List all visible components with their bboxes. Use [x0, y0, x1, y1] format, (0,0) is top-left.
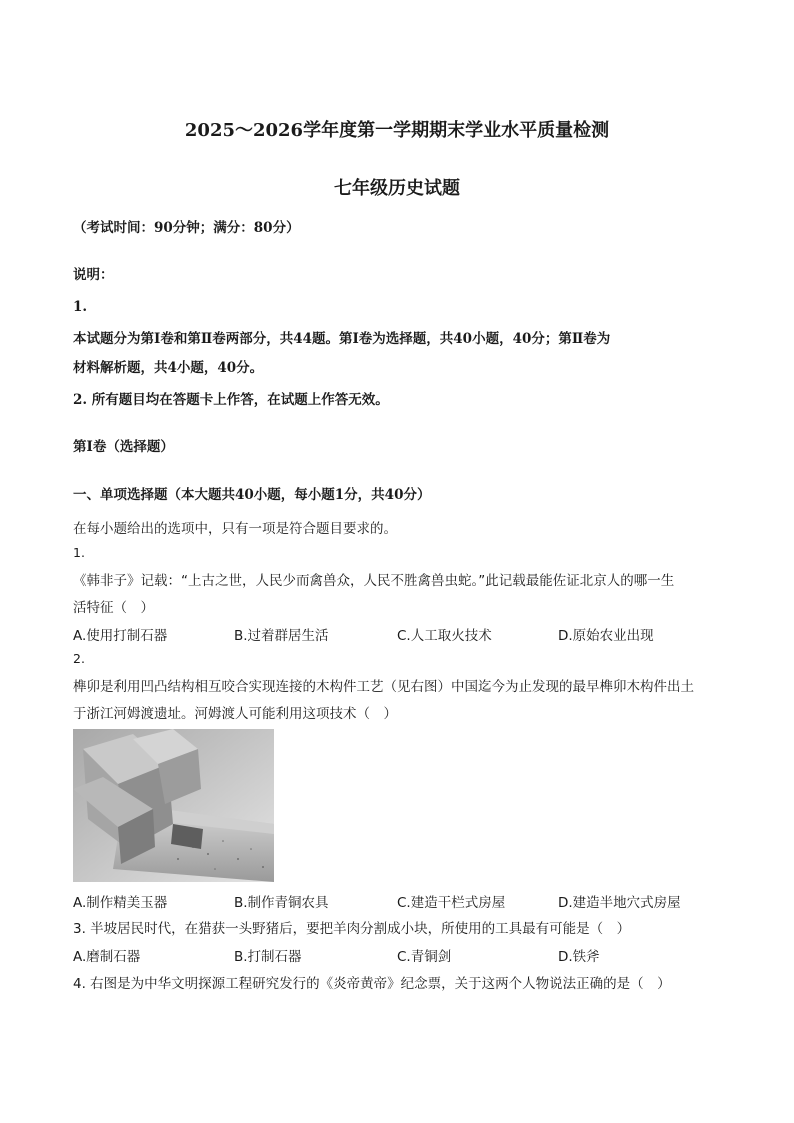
question-2-line2: 于浙江河姆渡遗址。河姆渡人可能利用这项技术（ ） — [73, 706, 397, 722]
question-2-option-c: C.建造干栏式房屋 — [397, 895, 506, 911]
instruction-1-line1: 本试题分为第Ⅰ卷和第Ⅱ卷两部分，共44题。第Ⅰ卷为选择题，共40小题，40分；第Ⅱ卷为 — [73, 331, 611, 347]
question-2-line1: 榫卯是利用凹凸结构相互咬合实现连接的木构件工艺（见右图）中国迄今为止发现的最早榫卯木构件出土 — [73, 679, 694, 695]
question-4-line1: 4. 右图是为中华文明探源工程研究发行的《炎帝黄帝》纪念票，关于这两个人物说法正确的是（ ） — [73, 976, 671, 992]
question-1-line2: 活特征（ ） — [73, 600, 154, 616]
instruction-2: 2. 所有题目均在答题卡上作答，在试题上作答无效。 — [73, 392, 389, 408]
question-3-option-c: C.青铜剑 — [397, 949, 452, 965]
mortise-tenon-photo — [73, 729, 274, 882]
part-description: 在每小题给出的选项中，只有一项是符合题目要求的。 — [73, 521, 397, 537]
question-1-option-c: C.人工取火技术 — [397, 628, 492, 644]
question-1-option-d: D.原始农业出现 — [558, 628, 654, 644]
question-3-option-b: B.打制石器 — [234, 949, 302, 965]
question-2-option-b: B.制作青铜农具 — [234, 895, 329, 911]
question-1-number: 1. — [73, 545, 85, 560]
question-3-option-a: A.磨制石器 — [73, 949, 141, 965]
question-3-line1: 3. 半坡居民时代，在猎获一头野猪后，要把羊肉分割成小块，所使用的工具最有可能是（ ） — [73, 921, 631, 937]
question-2-number: 2. — [73, 651, 85, 666]
question-2-option-a: A.制作精美玉器 — [73, 895, 168, 911]
section-title: 第Ⅰ卷（选择题） — [73, 439, 174, 455]
question-1-option-a: A.使用打制石器 — [73, 628, 168, 644]
question-3-option-d: D.铁斧 — [558, 949, 600, 965]
question-1-line1: 《韩非子》记载：“上古之世，人民少而禽兽众，人民不胜禽兽虫蛇。”此记载最能佐证北京人的哪一生 — [73, 573, 675, 589]
question-1-option-b: B.过着群居生活 — [234, 628, 329, 644]
exam-info: （考试时间：90分钟；满分：80分） — [73, 220, 300, 236]
part-title: 一、单项选择题（本大题共40小题，每小题1分，共40分） — [73, 487, 431, 503]
question-2-option-d: D.建造半地穴式房屋 — [558, 895, 681, 911]
instructions-heading: 说明： — [73, 267, 114, 283]
exam-title: 2025～2026学年度第一学期期末学业水平质量检测 — [184, 120, 610, 141]
instruction-1-line2: 材料解析题，共4小题，40分。 — [73, 360, 264, 376]
exam-subtitle: 七年级历史试题 — [334, 178, 460, 199]
instruction-1-number: 1. — [73, 299, 88, 315]
